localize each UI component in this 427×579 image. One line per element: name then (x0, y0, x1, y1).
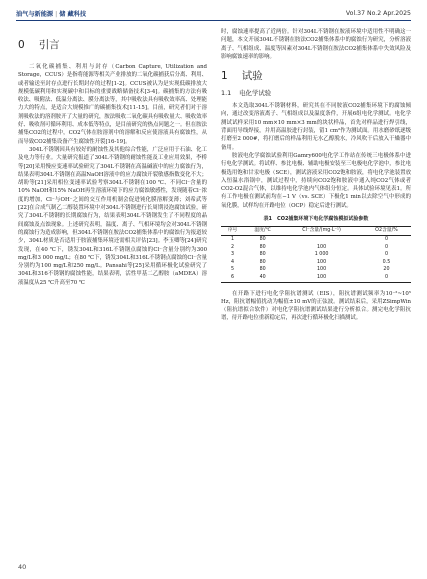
table-cell: 1 (231, 236, 235, 242)
table-cell: 0.5 (382, 259, 391, 265)
table-cell: 40 (244, 274, 281, 282)
table-row (221, 235, 411, 243)
subsection-1-1-heading (221, 89, 411, 98)
table-cell: 100 (316, 267, 327, 273)
table-header-cell: 序号 (221, 227, 244, 236)
section1-heading (221, 69, 411, 83)
section1-paragraph-1: 本文选取304L不锈钢材料，研究其在不同胺液CO2捕集环境下的腐蚀倾向，通过改变溶液离子、气相组成以及温度条件，开展6组电化学测试。电化学测试试样采用10 mm×10 mm×3 mm的块状样品，首先对样品进行焊引线，背面用导线焊接，并用高温胶进行封装，留1 cm²作为测试面。用水磨砂纸逐级打磨至2 000#，将打磨后的样品利用无水乙醇脱水，冷风吹干后放入干燥器中备用。 (221, 103, 411, 151)
table-cell: 6 (221, 274, 244, 282)
table-cell: 2 (231, 244, 235, 250)
table-cell: 100 (316, 259, 327, 265)
table-caption: 表1 CO2捕集环境下电化学腐蚀模拟试验参数 (263, 216, 369, 223)
table-cell: 80 (259, 236, 266, 242)
table-cell: 3 (231, 252, 235, 258)
running-header (16, 6, 411, 20)
table-cell: 0 (384, 236, 388, 242)
table-cell: 1 000 (314, 252, 329, 258)
intro-paragraph-2: 304L不锈钢因具有较好的耐蚀性及其他综合性能，广泛应用于石油、化工及电力等行业。大量研究报道了304L不锈钢的耐蚀性能及工业应用效果，李桥等[20]采用慢应变速率试验研究了304L不锈钢在高温碱液中的应力腐蚀行为，结果表明304L不锈钢在高温NaOH溶液中的应力腐蚀开裂敏感指数变化不大；胡盼等[21]采用相位变速率试验考察304L不锈钢在100 ℃、不同Cl⁻含量的10% NaOH和15% NaOH再生溶液环境下的应力腐蚀敏感性，发现随着Cl⁻浓度的增加，Cl⁻与OH⁻之间的交互作用机制会促进钝化膜溶解变薄；刘希武等[22]在合成气制乙二醇装置环境中对304L不锈钢进行长周期浸泡腐蚀试验，研究了304L不锈钢的长期腐蚀行为，结果表明304L不锈钢发生了不同程度的晶间腐蚀及点蚀现象。上述研究表明，温度、离子、气相环境均会对304L不锈钢的腐蚀行为造成影响，但304L不锈钢在胺法CO2捕集体系中的腐蚀行为报道较少，304L材质是否适用于胺液捕集环境还需相关评估[23]。李玉卿等[24]研究发现，在40 ℃下，锈发304L和316L不锈钢点腐蚀的Cl⁻含量分别约为300 mg/L和3 000 mg/L；在80 ℃下，锈发304L和316L不锈钢点腐蚀的Cl⁻含量分别约为100 mg/L和250 mg/L。Pansahi等[25]采用循环极化试验研究了304L和316不锈钢的腐蚀性能，结果表明，活性甲基二乙醇胺（aMDEA）溶液温度从25 ℃升高至70 ℃ (18, 146, 207, 286)
intro-paragraph-3: 时，腐蚀速率提高了近两倍。针对304L不锈钢在胺液环境中适用性不明确这一问题，本文开展304L不锈钢在胺法CO2捕集体系中的腐蚀行为研究，分析溶液离子、气相组成、温度等因素对304L不锈钢在胺法CO2捕集体系中失效风险及影响腐蚀速率的影响。 (221, 29, 411, 60)
intro-heading-number: 0 (18, 39, 25, 51)
table-cell: 100 (281, 274, 362, 282)
parameters-table (221, 226, 411, 282)
subsection-1-1-number: 1.1 (221, 89, 232, 98)
table-row (221, 251, 411, 259)
table-row (221, 259, 411, 267)
left-column (18, 28, 207, 287)
section1-paragraph-2: 胺液电化学腐蚀试验利用Gamry600电化学工作站在传统三电极体系中进行电化学测试。将试样、参比电极、辅助电极安装至三电极电化学池中，参比电极选用饱和甘汞电极（SCE），测试溶液采用CO2饱和胺液，将电化学池装置放入恒温水浴锅中，测试过程中，持续向CO2饱和胺液中通入纯CO2气体或者CO2-O2混合气体，以维持电化学池内气体组分恒定。具体试验环境见表1。所有工作电极在测试前均在−1 V（vs. SCE）下极化1 min以去除空气中形成的氧化膜，试样均在开路电位（OCP）稳定后进行测试。 (221, 152, 411, 209)
table-header-cell: O2含量/% (362, 227, 411, 236)
table-cell: 20 (383, 267, 390, 273)
subsection-1-1-title: 电化学试验 (239, 89, 272, 98)
table-cell (281, 235, 362, 243)
table-cell: 0 (384, 244, 388, 250)
intro-heading (18, 38, 207, 52)
journal-section: 储 藏科技 (59, 10, 87, 18)
journal-title: 油气与新能源 (16, 10, 54, 18)
table-cell: 0 (362, 274, 411, 282)
table-cell: 80 (259, 244, 266, 250)
table-cell: 100 (316, 244, 327, 250)
table-row (221, 266, 411, 274)
table-cell: 4 (231, 259, 235, 265)
table-header-row (221, 227, 411, 236)
table-row (221, 274, 411, 282)
section1-heading-title: 试验 (241, 70, 263, 83)
page-number: 40 (18, 563, 27, 571)
table-row (221, 244, 411, 252)
right-column (221, 28, 411, 323)
section1-paragraph-3: 在开路下进行电化学阻抗谱测试（EIS），阻抗谱测试频率为10⁻²~10⁵ Hz，阻抗谱幅值扰动为幅值±10 mV的正弦波。测试结束后，采用ZSimpWin（阻抗谱拟合软件）对电化学阻抗谱测试结果进行分析拟合。测完电化学阻抗谱，待开路电位重新稳定后，再次进行循环极化扫描测试。 (221, 290, 411, 322)
table-cell: 0 (384, 252, 388, 258)
table-cell: 5 (231, 267, 235, 273)
intro-paragraph-1: 二氧化碳捕集、利用与封存（Carbon Capture, Utilization and Storage，CCUS）是指将能源等相关产业排放的二氧化碳捕获后分离、利用、或者输送至封存点进行长期封存的过程[1-2]。CCUS被认为是实现低碳排放大规模低碳利用和实现碳中和目标的重要战略储备技术[3-4]。碳捕集的方法有吸收法、吸附法、低温分离法、膜分离法等，其中吸收法具有吸收效率高、处理能力大的特点，是适合大规模推广的碳捕集技术[11-15]。目前，研究者们对于溶剂吸收法的溶剂胺开了大量的研究，胺法吸收二氧化碳具有吸收量大、吸收效率好、吸收剂可循环利用、成本低等特点，是目前研究的热点问题之一。但在胺法捕集CO2的过程中，CO2气体在胺溶剂中的溶解和反应使溶液具有腐蚀性，从而导致CO2捕集设备产生腐蚀性开裂[16-19]。 (18, 64, 207, 145)
journal-info: 油气与新能源 | 储 藏科技 (16, 10, 87, 18)
table-header-cell: Cl⁻含量/(mg·L⁻¹) (281, 227, 362, 236)
table-cell: 80 (259, 267, 266, 273)
section1-heading-number: 1 (221, 70, 228, 83)
table-cell: 80 (259, 259, 266, 265)
header-rule (16, 20, 411, 21)
table-cell: 80 (259, 252, 266, 258)
volume-info: Vol.37 No.2 Apr.2025 (345, 9, 411, 17)
table-header-cell: 温度/℃ (244, 227, 281, 236)
intro-heading-title: 引言 (38, 39, 60, 51)
